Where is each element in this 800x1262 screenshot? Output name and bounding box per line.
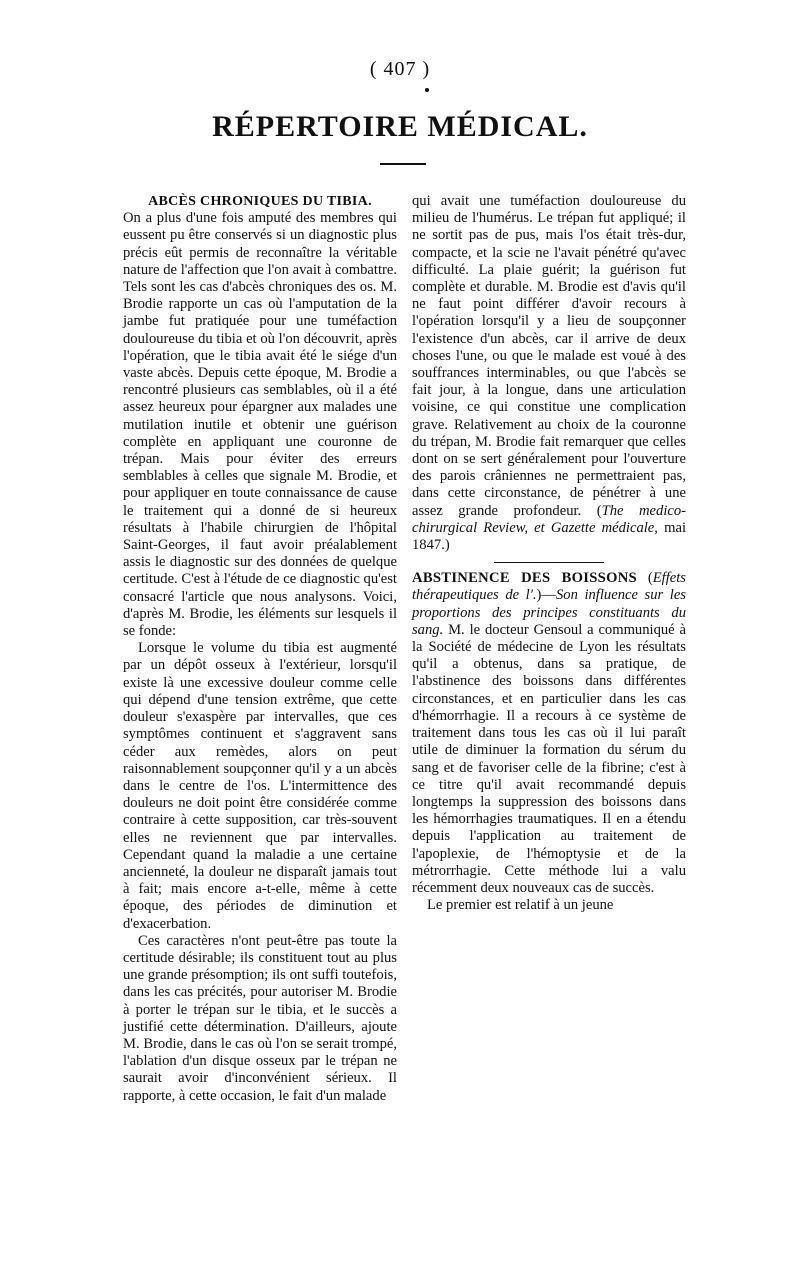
paragraph-text: Ces caractères n'ont peut-être pas toute la certitude désirable; ils constituent tout au plus une grande présomption; ils ont suffi toutefois, dans les cas précités, pour autoriser M. Brodie à porter le trépan sur le tibia, et le succès a justifié cette détermination. D'ailleurs, ajoute M. Brodie, dans le cas où l'on se serait trompé, l'ablation d'un disque osseux par le trépan ne saurait avoir d'inconvénient sérieux. Il rapporte, à cette occasion, le fait d'un malade (123, 932, 397, 1104)
right-column (412, 193, 686, 914)
subtitle-close: )— (536, 587, 556, 604)
page-number: ( 407 ) (369, 58, 431, 80)
article-subtitle: Effets thérapeutiques de l'. (412, 570, 686, 604)
article-paragraph: M. le docteur Gensoul a communiqué à la Société de médecine de Lyon les résultats qu'il a obtenus, dans sa pratique, de l'abstinence des boissons dans différentes circonstances, et en particulier dans les cas d'hémorrhagie. Il a recours à ce système de traitement dans tous les cas où il lui paraît utile de diminuer la formation du sérum du sang et de favoriser celle de la fibrine; c'est à ce titre qu'il avait recommandé depuis longtemps la suppression des boissons dans les hémorrhagies traumatiques. Il en a étendu depuis l'application au traitement de l'apoplexie, de l'hémoptysie et de la métrorrhagie. Cette méthode lui a valu récemment deux nouveaux cas de succès. (412, 621, 686, 896)
article-paragraph: Le premier est relatif à un jeune (427, 897, 614, 914)
article-paragraph: Lorsque le volume du tibia est augmenté par un dépôt osseux à l'extérieur, lorsqu'il existe là une excessive douleur comme celle qui dépend d'une tension extrême, que cette douleur s'exaspère par intervalles, que ces symptômes continuent et s'aggravent sans céder aux remèdes, alors on peut raisonnablement soupçonner qu'il y a un abcès dans le centre de l'os. L'intermittence des douleurs ne doit point être considérée comme contraire à cette supposition, car très-souvent elles ne reviennent que par intervalles. Cependant quand la maladie a une certaine ancienneté, la douleur ne disparaît jamais tout à fait; mais encore a-t-elle, même à cette époque, des périodes de diminution et d'exacerbation. (123, 640, 397, 932)
paragraph-text: qui avait une tuméfaction douloureuse du milieu de l'humérus. Le trépan fut appliqué; il ne sortit pas de pus, mais l'os était très-dur, compacte, et la scie ne l'avait pénétré qu'avec difficulté. La plaie guérit; la guérison fut complète et durable. M. Brodie est d'avis qu'il ne faut point différer d'avoir recours à l'opération lorsqu'il y a lieu de soupçonner l'existence d'un abcès, car il arrive de deux choses l'une, ou que le malade est voué à des souffrances interminables, ou que l'abcès se fait jour, à la longue, dans une articulation voisine, ce qui constitue une complication grave. Relativement au choix de la couronne du trépan, M. Brodie fait remarquer que celles dont on se sert généralement pour l'ouverture des parois crâniennes ne permettraient pas, dans cette circonstance, de pénétrer à une assez grande profondeur. ( (412, 193, 686, 519)
subtitle-open: ( (636, 570, 653, 587)
page-title: RÉPERTOIRE MÉDICAL. (212, 110, 588, 143)
article-paragraph-continued (412, 193, 686, 554)
source-date: , mai 1847.) (412, 519, 686, 554)
article-heading-abstinence: ABSTINENCE DES BOISSONS (412, 570, 637, 587)
article-paragraph: On a plus d'une fois amputé des membres qui eussent pu être conservés si un diagnostic plus précis eût permis de reconnaître la véritable nature de l'affection que l'on avait à combattre. Tels sont les cas d'abcès chroniques des os. M. Brodie rapporte un cas où l'amputation de la jambe fut pratiquée pour une tuméfaction douloureuse du tibia et où l'on découvrit, après l'opération, que le tibia avait été le siége d'un vaste abcès. Depuis cette époque, M. Brodie a rencontré plusieurs cas semblables, où il a été assez heureux pour épargner aux malades une mutilation inutile et obtenir une guérison complète en appliquant une couronne de trépan. Mais pour éviter des erreurs semblables à celles que signale M. Brodie, et pour appliquer en toute connaissance de cause le traitement qui a donné de si heureux résultats à l'habile chirurgien de l'hôpital Saint-Georges, il faut avoir préalablement assis le diagnostic sur des données de quelque certitude. C'est à l'étude de ce diagnostic qu'est consacré l'article que nous analysons. Voici, d'après M. Brodie, les éléments sur lesquels il se fonde: (123, 210, 397, 640)
article-intro (412, 570, 686, 897)
article-summary: Son influence sur les proportions des principes constituants du sang. (412, 587, 686, 638)
article-paragraph-continued (123, 933, 397, 1105)
article-heading-abces: ABCÈS CHRONIQUES DU TIBIA. (148, 194, 372, 209)
page-number-dot (425, 88, 429, 92)
section-rule (494, 562, 604, 563)
title-rule (380, 163, 426, 165)
source-citation: The medico-chirurgical Review, et Gazette médicale (412, 502, 687, 536)
left-column (123, 193, 397, 1105)
